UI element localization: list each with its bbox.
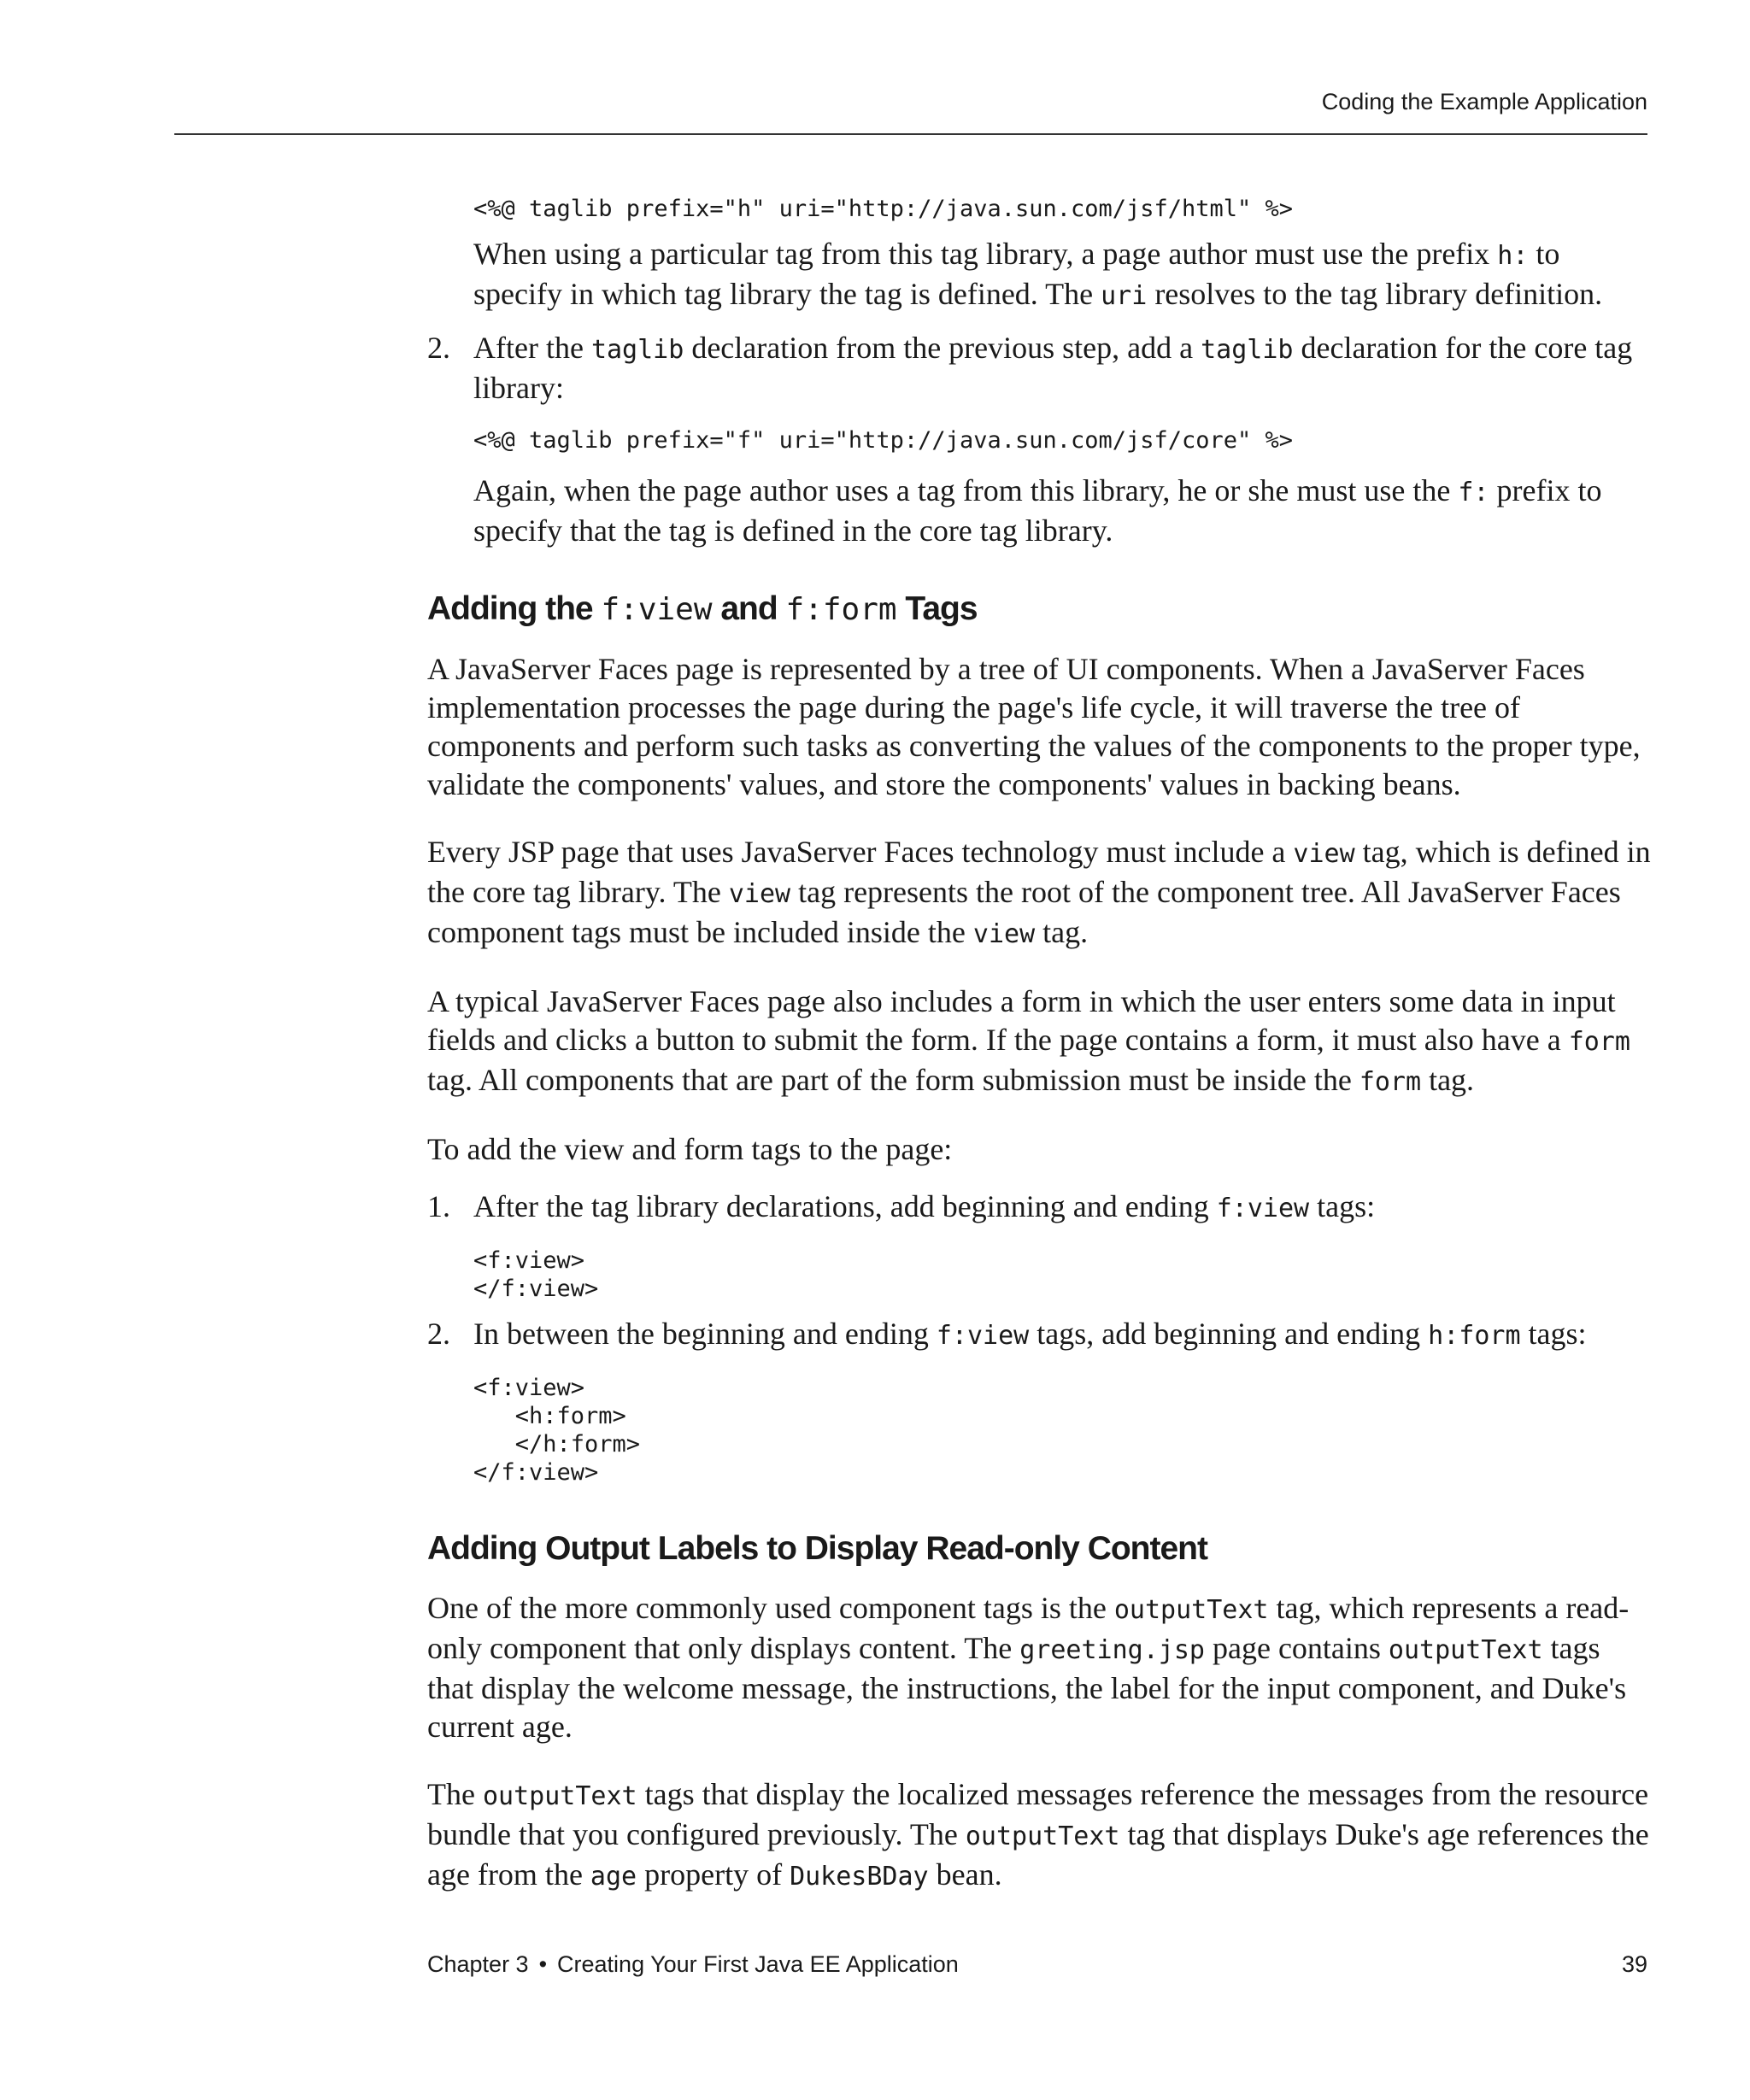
step-number: 1.: [427, 1189, 450, 1223]
paragraph-localized-messages: The outputText tags that display the localized messages reference the messages from the resource bundle that you configured previously. The outputText tag that displays Duke's age references the age from the age property of DukesBDay bean.: [427, 1777, 1649, 1892]
paragraph-component-tree: A JavaServer Faces page is represented by a tree of UI components. When a JavaServer Faces implementation processes the page during the page's life cycle, it will traverse the tree of components and perform such tasks as converting the values of the components to the proper type, validate the components' values, and store the components' values in backing beans.: [427, 652, 1641, 801]
code-view-form: <f:view> <h:form> </h:form> </f:view>: [473, 1375, 641, 1486]
step-text: In between the beginning and ending f:view tags, add beginning and ending h:form tags:: [473, 1317, 1587, 1351]
step-number: 2.: [427, 331, 450, 365]
footer-bullet: •: [538, 1951, 548, 1977]
paragraph-form-tag: A typical JavaServer Faces page also includes a form in which the user enters some data in input fields and clicks a button to submit the form. If the page contains a form, it must also have a form tag. All components that are part of the form submission must be inside the form tag.: [427, 984, 1630, 1097]
code-taglib-html: <%@ taglib prefix="h" uri="http://java.sun.com/jsf/html" %>: [473, 196, 1294, 222]
running-footer: [427, 1951, 1647, 1978]
code-taglib-core: <%@ taglib prefix="f" uri="http://java.sun.com/jsf/core" %>: [473, 427, 1294, 454]
paragraph-output-text: One of the more commonly used component tags is the outputText tag, which represents a read-only component that only displays content. The greeting.jsp page contains outputText tags that display the welcome message, the instructions, the label for the input component, and Duke's current age.: [427, 1591, 1630, 1744]
running-header: Coding the Example Application: [1321, 89, 1647, 114]
list-step-view: [427, 1188, 1651, 1228]
step-text: After the tag library declarations, add beginning and ending f:view tags:: [473, 1189, 1376, 1223]
step-number: 2.: [427, 1317, 450, 1351]
code-view: <f:view> </f:view>: [473, 1247, 599, 1302]
section-heading-view-form: Adding the f:view and f:form Tags: [427, 590, 978, 627]
page-content: [427, 188, 1651, 1896]
section-heading-output-labels: Adding Output Labels to Display Read-only Content: [427, 1530, 1207, 1567]
paragraph-add-tags-intro: To add the view and form tags to the page:: [427, 1132, 953, 1166]
paragraph-prefix-h: When using a particular tag from this tag library, a page author must use the prefix h: to specify in which tag library the tag is defined. The uri resolves to the tag library definition.: [473, 237, 1603, 311]
paragraph-view-tag: Every JSP page that uses JavaServer Faces technology must include a view tag, which is defined in the core tag library. The view tag represents the root of the component tree. All JavaServer Faces component tags must be included inside the view tag.: [427, 835, 1651, 949]
step-core-taglib: [427, 329, 1651, 408]
footer-chapter: Chapter 3 • Creating Your First Java EE Application: [427, 1951, 959, 1977]
list-step-form: [427, 1315, 1651, 1355]
paragraph-prefix-f: Again, when the page author uses a tag from this library, he or she must use the f: prefix to specify that the tag is defined in the core tag library.: [473, 473, 1602, 548]
page-number: 39: [1621, 1951, 1647, 1977]
header-rule: [174, 133, 1647, 135]
step-text: After the taglib declaration from the previous step, add a taglib declaration for the core tag library:: [473, 331, 1633, 405]
